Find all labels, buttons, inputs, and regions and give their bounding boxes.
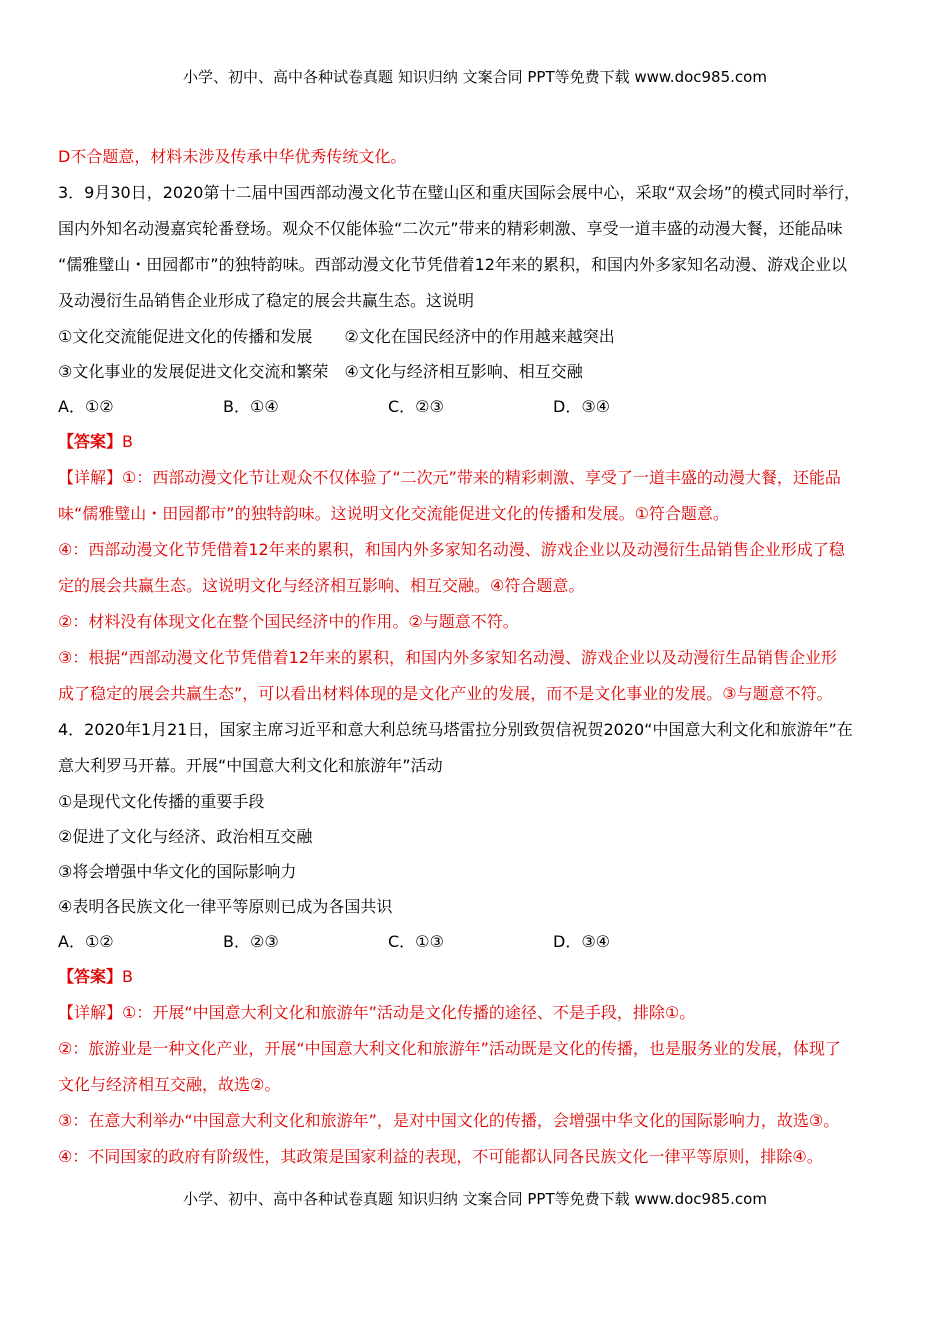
previous-answer-line: D不合题意，材料未涉及传承中华优秀传统文化。 — [58, 147, 407, 166]
option-d: D．③④ — [553, 932, 611, 951]
question-3-stem-line: 3．9月30日，2020第十二届中国西部动漫文化节在璧山区和重庆国际会展中心，采取“双会场”的模式同时举行， — [58, 183, 861, 202]
question-3 — [58, 180, 888, 717]
option-c: C．②③ — [388, 397, 444, 416]
question-4-detail-line: ③：在意大利举办“中国意大利文化和旅游年”，是对中国文化的传播，会增强中华文化的国际影响力，故选③。 — [58, 1111, 840, 1130]
document-body — [58, 144, 888, 1180]
question-4-stem-line: 意大利罗马开幕。开展“中国意大利文化和旅游年”活动 — [58, 756, 443, 775]
answer-label: 【答案】 — [58, 967, 123, 986]
question-3-options — [58, 394, 888, 429]
question-3-detail-line: ④：西部动漫文化节凭借着12年来的累积，和国内外多家知名动漫、游戏企业以及动漫衍生品销售企业形成了稳 — [58, 540, 845, 559]
answer-value: B — [122, 967, 133, 986]
option-b: B．②③ — [223, 932, 279, 951]
question-4-stem-line: 4．2020年1月21日，国家主席习近平和意大利总统马塔雷拉分别致贺信祝贺2020“中国意大利文化和旅游年”在 — [58, 720, 853, 739]
question-3-detail-line: ②：材料没有体现文化在整个国民经济中的作用。②与题意不符。 — [58, 612, 519, 631]
option-a: A．①② — [58, 397, 114, 416]
option-c: C．①③ — [388, 932, 444, 951]
question-4-options — [58, 929, 888, 964]
question-4-detail-line: 文化与经济相互交融，故选②。 — [58, 1075, 281, 1094]
question-3-stem-line: “儒雅璧山・田园都市”的独特韵味。西部动漫文化节凭借着12年来的累积，和国内外多家知名动漫、游戏企业以 — [58, 255, 847, 274]
question-3-answer — [58, 429, 888, 465]
question-3-item-line: ③文化事业的发展促进文化交流和繁荣 ④文化与经济相互影响、相互交融 — [58, 362, 583, 381]
answer-label: 【答案】 — [58, 432, 123, 451]
option-b: B．①④ — [223, 397, 279, 416]
question-3-detail-line: 成了稳定的展会共赢生态”，可以看出材料体现的是文化产业的发展，而不是文化事业的发展。③与题意不符。 — [58, 684, 833, 703]
question-4-item-line: ④表明各民族文化一律平等原则已成为各国共识 — [58, 897, 393, 916]
option-a: A．①② — [58, 932, 114, 951]
question-4-item-line: ②促进了文化与经济、政治相互交融 — [58, 827, 313, 846]
question-4-detail-line: ②：旅游业是一种文化产业，开展“中国意大利文化和旅游年”活动既是文化的传播，也是服务业的发展，体现了 — [58, 1039, 841, 1058]
question-3-stem-line: 及动漫衍生品销售企业形成了稳定的展会共赢生态。这说明 — [58, 291, 475, 310]
question-3-item-line: ①文化交流能促进文化的传播和发展 ②文化在国民经济中的作用越来越突出 — [58, 327, 615, 346]
question-4-detail-line: 【详解】①：开展“中国意大利文化和旅游年”活动是文化传播的途径、不是手段，排除①。 — [58, 1003, 696, 1022]
question-4-detail-line: ④：不同国家的政府有阶级性，其政策是国家利益的表现，不可能都认同各民族文化一律平等原则，排除④。 — [58, 1147, 823, 1166]
question-4 — [58, 717, 888, 1180]
page-header: 小学、初中、高中各种试卷真题 知识归纳 文案合同 PPT等免费下载 www.doc985.com — [183, 68, 767, 86]
question-3-detail-line: ③：根据“西部动漫文化节凭借着12年来的累积，和国内外多家知名动漫、游戏企业以及动漫衍生品销售企业形 — [58, 648, 837, 667]
question-3-detail-line: 定的展会共赢生态。这说明文化与经济相互影响、相互交融。④符合题意。 — [58, 576, 585, 595]
page-footer: 小学、初中、高中各种试卷真题 知识归纳 文案合同 PPT等免费下载 www.doc985.com — [183, 1190, 767, 1208]
question-3-detail-line: 味“儒雅璧山・田园都市”的独特韵味。这说明文化交流能促进文化的传播和发展。①符合题意。 — [58, 504, 729, 523]
question-3-stem-line: 国内外知名动漫嘉宾轮番登场。观众不仅能体验“二次元”带来的精彩刺激、享受一道丰盛的动漫大餐，还能品味 — [58, 219, 843, 238]
question-3-detail-line: 【详解】①：西部动漫文化节让观众不仅体验了“二次元”带来的精彩刺激、享受了一道丰盛的动漫大餐，还能品 — [58, 468, 841, 487]
answer-value: B — [122, 432, 133, 451]
question-4-item-line: ③将会增强中华文化的国际影响力 — [58, 862, 297, 881]
question-4-item-line: ①是现代文化传播的重要手段 — [58, 792, 265, 811]
option-d: D．③④ — [553, 397, 611, 416]
question-4-answer — [58, 964, 888, 1000]
